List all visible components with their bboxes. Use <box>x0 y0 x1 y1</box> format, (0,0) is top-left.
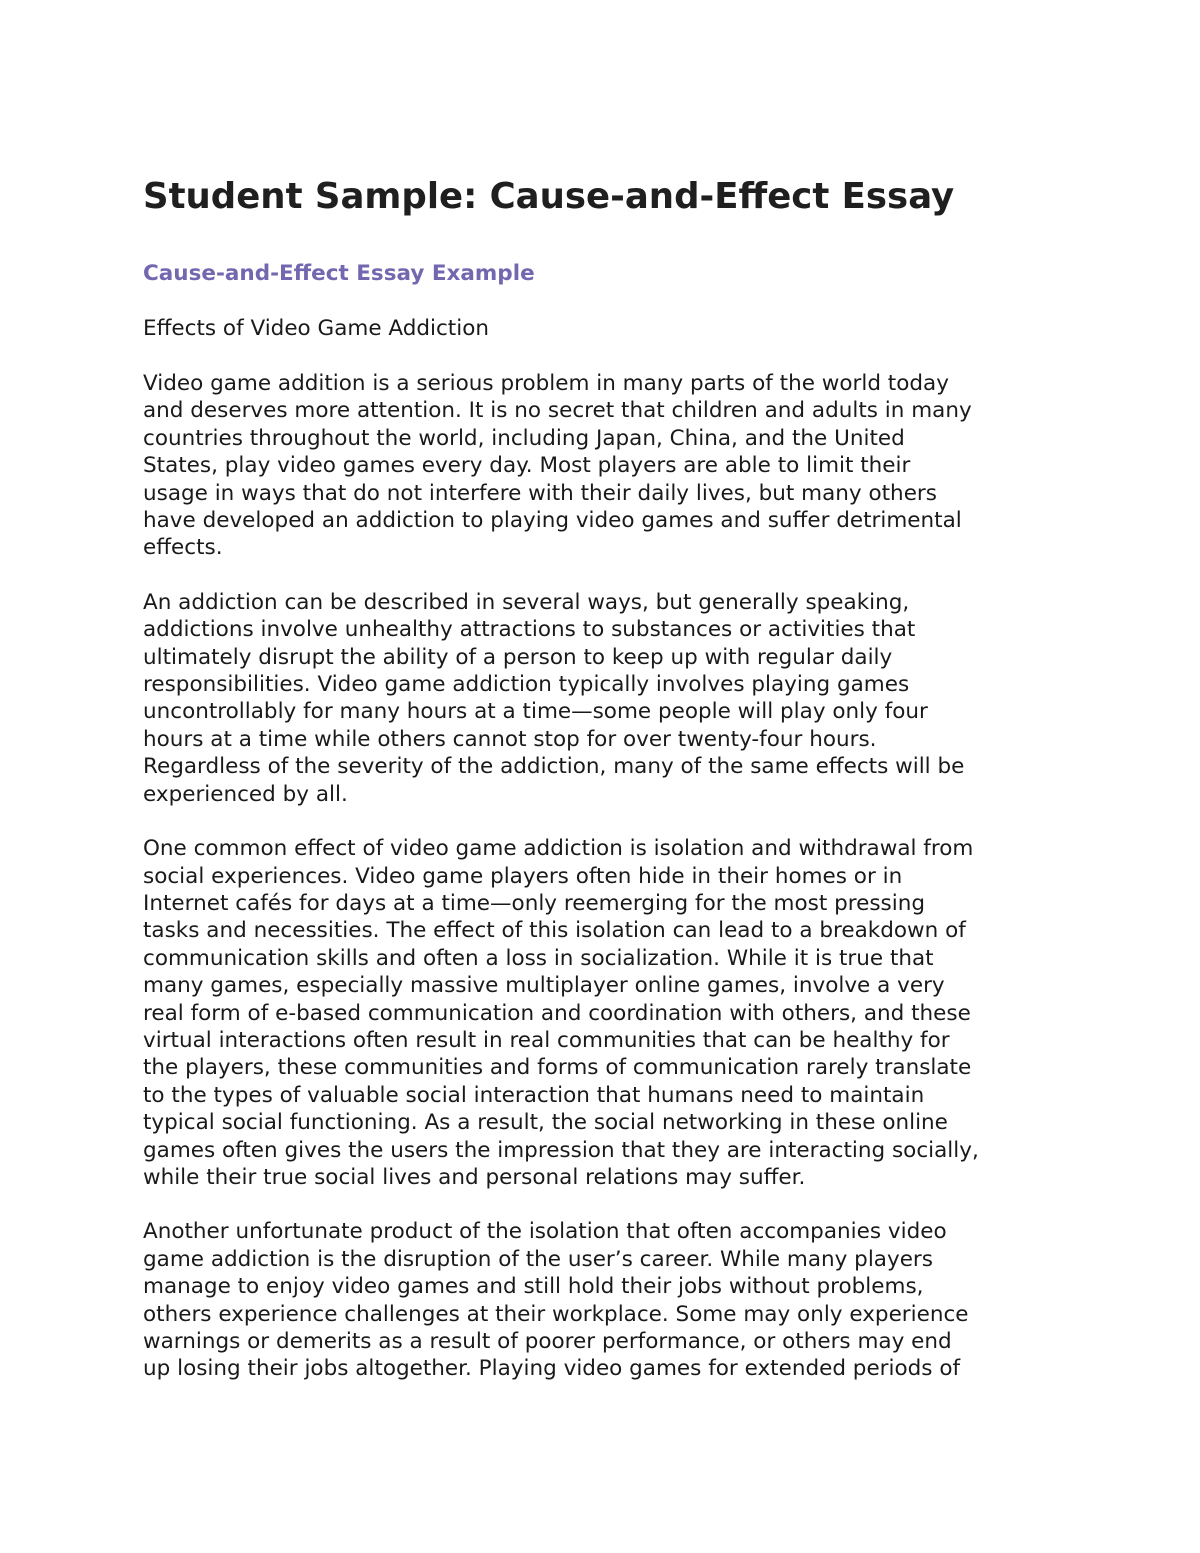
paragraph-line: social experiences. Video game players often hide in their homes or in <box>143 863 903 889</box>
paragraph-line: warnings or demerits as a result of poorer performance, or others may end <box>143 1329 952 1354</box>
document-title: Student Sample: Cause-and-Effect Essay <box>143 176 955 217</box>
paragraph-line: hours at a time while others cannot stop for over twenty-four hours. <box>143 726 877 752</box>
essay-paragraphs <box>143 370 1083 1383</box>
paragraph-line: One common effect of video game addiction is isolation and withdrawal from <box>143 836 974 862</box>
paragraph-line: real form of e-based communication and coordination with others, and these <box>143 1000 971 1026</box>
paragraph-line: communication skills and often a loss in socialization. While it is true that <box>143 945 934 971</box>
paragraph-line: while their true social lives and personal relations may suffer. <box>143 1164 806 1190</box>
paragraph-line: others experience challenges at their workplace. Some may only experience <box>143 1301 969 1327</box>
paragraph-line: usage in ways that do not interfere with their daily lives, but many others <box>143 480 937 506</box>
paragraph-line: Video game addition is a serious problem in many parts of the world today <box>143 371 949 396</box>
essay-paragraph <box>143 370 1083 562</box>
paragraph-line: Regardless of the severity of the addiction, many of the same effects will be <box>143 754 965 780</box>
paragraph-line: uncontrollably for many hours at a time—some people will play only four <box>143 699 928 725</box>
paragraph-line: An addiction can be described in several ways, but generally speaking, <box>143 589 910 615</box>
paragraph-line: effects. <box>143 535 223 561</box>
paragraph-line: games often gives the users the impression that they are interacting socially, <box>143 1137 979 1163</box>
paragraph-line: and deserves more attention. It is no secret that children and adults in many <box>143 398 972 424</box>
paragraph-line: ultimately disrupt the ability of a person to keep up with regular daily <box>143 644 893 670</box>
paragraph-line: typical social functioning. As a result, the social networking in these online <box>143 1110 948 1136</box>
paragraph-line: responsibilities. Video game addiction typically involves playing games <box>143 672 910 698</box>
essay-paragraph <box>143 589 1083 808</box>
paragraph-line: virtual interactions often result in real communities that can be healthy for <box>143 1027 950 1053</box>
paragraph-line: the players, these communities and forms of communication rarely translate <box>143 1055 972 1081</box>
paragraph-line: addictions involve unhealthy attractions to substances or activities that <box>143 617 916 643</box>
paragraph-line: experienced by all. <box>143 781 348 807</box>
paragraph-line: many games, especially massive multiplayer online games, involve a very <box>143 973 945 999</box>
paragraph-line: up losing their jobs altogether. Playing video games for extended periods of <box>143 1356 961 1382</box>
paragraph-line: game addiction is the disruption of the user’s career. While many players <box>143 1246 933 1272</box>
document-subtitle: Cause-and-Effect Essay Example <box>143 261 535 286</box>
paragraph-line: manage to enjoy video games and still hold their jobs without problems, <box>143 1274 924 1300</box>
paragraph-line: have developed an addiction to playing video games and suffer detrimental <box>143 508 962 534</box>
essay-paragraph <box>143 835 1083 1191</box>
paragraph-line: countries throughout the world, including Japan, China, and the United <box>143 425 905 451</box>
paragraph-line: States, play video games every day. Most players are able to limit their <box>143 453 911 479</box>
essay-paragraph <box>143 1218 1083 1382</box>
document-body <box>143 172 1083 1383</box>
paragraph-line: tasks and necessities. The effect of this isolation can lead to a breakdown of <box>143 918 966 944</box>
paragraph-line: Internet cafés for days at a time—only reemerging for the most pressing <box>143 890 925 916</box>
essay-title: Effects of Video Game Addiction <box>143 316 489 341</box>
paragraph-line: to the types of valuable social interaction that humans need to maintain <box>143 1082 925 1108</box>
paragraph-line: Another unfortunate product of the isolation that often accompanies video <box>143 1219 947 1245</box>
